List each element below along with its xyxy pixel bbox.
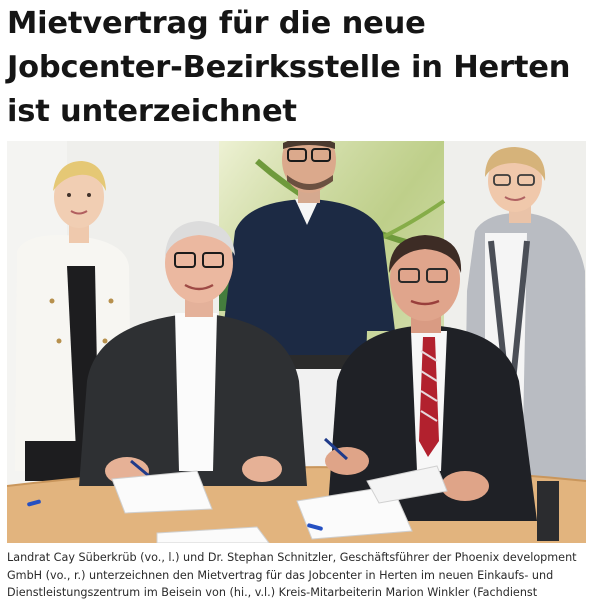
signing-photo-illustration [7,141,586,543]
article-photo [7,141,586,543]
photo-caption: Landrat Cay Süberkrüb (vo., l.) und Dr. Stephan Schnitzler, Geschäftsführer der Phoenix development GmbH (vo., r.) unterzeichnen den Mietvertrag für das Jobcenter in Herten im neuen Einkaufs- und Dienstleistungszentrum im Beisein von (hi., v.l.) Kreis-Mitarbeiterin Marion Winkler (Fachdienst [7,551,577,599]
article-headline: Mietvertrag für die neue Jobcenter-Bezirksstelle in Herten ist unterzeichnet [7,6,571,129]
